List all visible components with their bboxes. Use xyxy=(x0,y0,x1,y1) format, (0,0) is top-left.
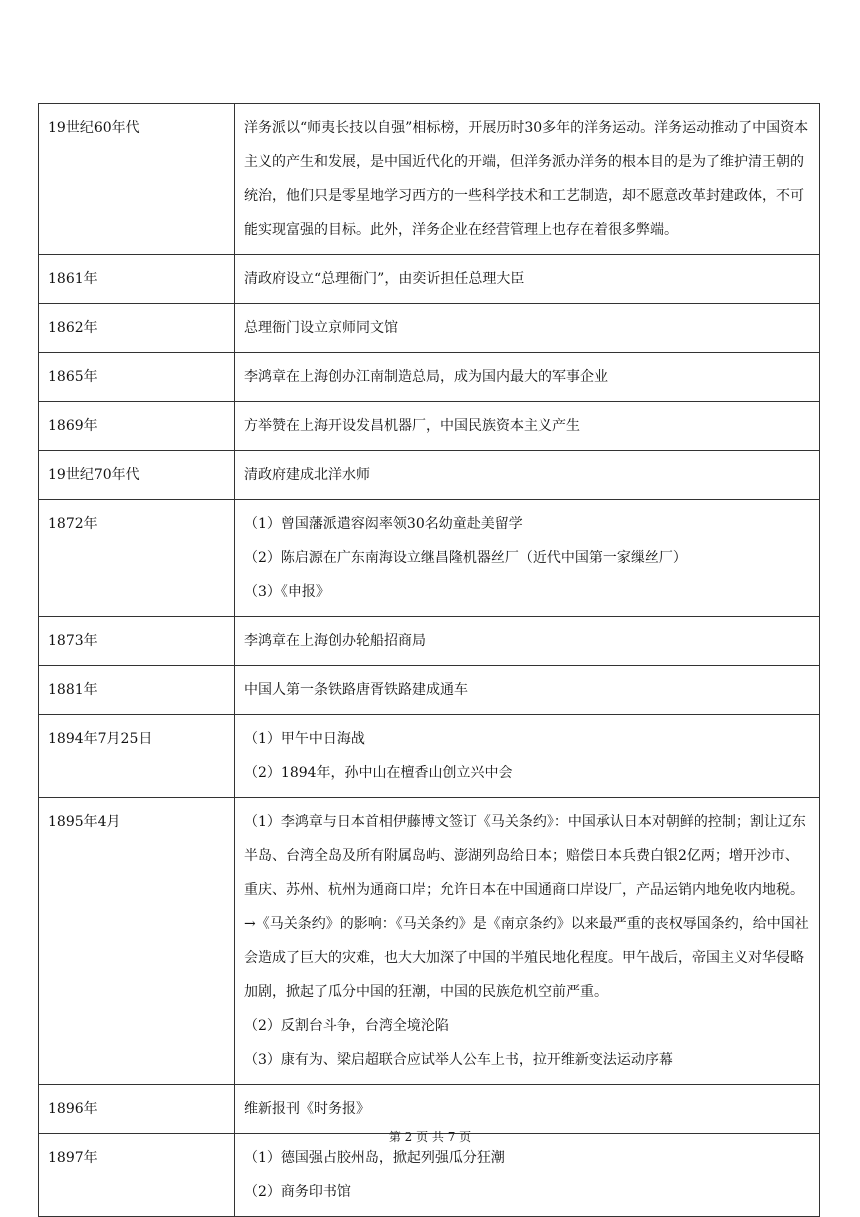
event-cell xyxy=(235,255,820,304)
event-cell xyxy=(235,1134,820,1217)
date-cell: 1897年 xyxy=(39,1134,235,1217)
table-row xyxy=(39,617,820,666)
event-line: 李鸿章在上海创办江南制造总局，成为国内最大的军事企业 xyxy=(244,369,608,385)
event-line: （1）甲午中日海战 xyxy=(244,731,365,747)
event-line: （3）康有为、梁启超联合应试举人公车上书，拉开维新变法运动序幕 xyxy=(244,1052,673,1068)
table-row xyxy=(39,451,820,500)
event-line: （2）1894年，孙中山在檀香山创立兴中会 xyxy=(244,765,513,781)
event-line: （2）商务印书馆 xyxy=(244,1184,351,1200)
date-cell: 1895年4月 xyxy=(39,798,235,1085)
event-line: （1）德国强占胶州岛，掀起列强瓜分狂潮 xyxy=(244,1150,505,1166)
table-row xyxy=(39,666,820,715)
event-cell xyxy=(235,666,820,715)
event-line: 维新报刊《时务报》 xyxy=(244,1101,370,1117)
event-cell xyxy=(235,304,820,353)
event-line: 中国人第一条铁路唐胥铁路建成通车 xyxy=(244,682,468,698)
table-row xyxy=(39,500,820,617)
event-line: 清政府设立“总理衙门”，由奕䜣担任总理大臣 xyxy=(244,271,525,287)
event-cell xyxy=(235,451,820,500)
date-cell: 1862年 xyxy=(39,304,235,353)
date-cell: 1873年 xyxy=(39,617,235,666)
event-line: 李鸿章在上海创办轮船招商局 xyxy=(244,633,426,649)
date-cell: 19世纪70年代 xyxy=(39,451,235,500)
table-row xyxy=(39,255,820,304)
event-cell xyxy=(235,353,820,402)
table-row xyxy=(39,104,820,255)
event-cell xyxy=(235,1085,820,1134)
event-line: 洋务派以“师夷长技以自强”相标榜，开展历时30多年的洋务运动。洋务运动推动了中国资本主义的产生和发展，是中国近代化的开端，但洋务派办洋务的根本目的是为了维护清王朝的统治，他们只是零星地学习西方的一些科学技术和工艺制造，却不愿意改革封建政体，不可能实现富强的目标。此外，洋务企业在经营管理上也存在着很多弊端。 xyxy=(244,120,809,238)
date-cell: 1881年 xyxy=(39,666,235,715)
event-cell xyxy=(235,402,820,451)
event-line: 方举赞在上海开设发昌机器厂，中国民族资本主义产生 xyxy=(244,418,580,434)
table-row xyxy=(39,798,820,1085)
event-line: 清政府建成北洋水师 xyxy=(244,467,370,483)
event-line: （3）《申报》 xyxy=(244,584,330,600)
timeline-table-body xyxy=(39,104,820,1217)
event-cell xyxy=(235,104,820,255)
event-cell xyxy=(235,617,820,666)
event-cell xyxy=(235,715,820,798)
date-cell: 19世纪60年代 xyxy=(39,104,235,255)
table-row xyxy=(39,1134,820,1217)
date-cell: 1861年 xyxy=(39,255,235,304)
date-cell: 1894年7月25日 xyxy=(39,715,235,798)
event-cell xyxy=(235,798,820,1085)
table-row xyxy=(39,304,820,353)
date-cell: 1869年 xyxy=(39,402,235,451)
date-cell: 1896年 xyxy=(39,1085,235,1134)
event-line: （2）陈启源在广东南海设立继昌隆机器丝厂（近代中国第一家缫丝厂） xyxy=(244,550,687,566)
event-line: （1）曾国藩派遣容闳率领30名幼童赴美留学 xyxy=(244,516,523,532)
event-line: （2）反割台斗争，台湾全境沦陷 xyxy=(244,1018,449,1034)
date-cell: 1865年 xyxy=(39,353,235,402)
event-cell xyxy=(235,500,820,617)
event-line: →《马关条约》的影响：《马关条约》是《南京条约》以来最严重的丧权辱国条约，给中国社会造成了巨大的灾难，也大大加深了中国的半殖民地化程度。甲午战后，帝国主义对华侵略加剧，掀起了瓜分中国的狂潮，中国的民族危机空前严重。 xyxy=(244,916,809,1000)
table-row xyxy=(39,1085,820,1134)
timeline-table xyxy=(38,103,820,1217)
table-row xyxy=(39,715,820,798)
event-line: 总理衙门设立京师同文馆 xyxy=(244,320,398,336)
table-row xyxy=(39,353,820,402)
event-line: （1）李鸿章与日本首相伊藤博文签订《马关条约》：中国承认日本对朝鲜的控制；割让辽东半岛、台湾全岛及所有附属岛屿、澎湖列岛给日本；赔偿日本兵费白银2亿两；增开沙市、重庆、苏州、杭州为通商口岸；允许日本在中国通商口岸设厂，产品运销内地免收内地税。 xyxy=(244,814,806,898)
table-row xyxy=(39,402,820,451)
date-cell: 1872年 xyxy=(39,500,235,617)
page-footer: 第 2 页 共 7 页 xyxy=(388,1130,472,1144)
